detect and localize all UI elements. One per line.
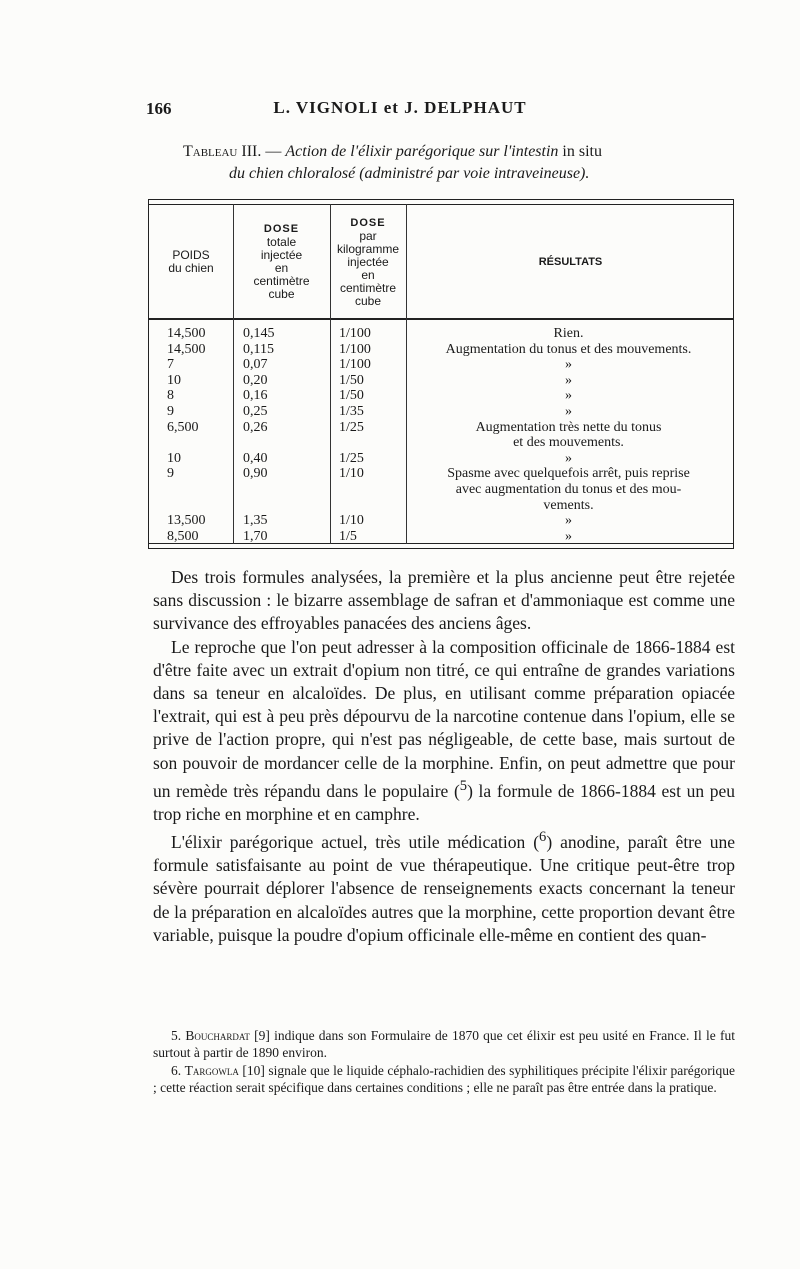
paragraph-1: Des trois formules analysées, la première et la plus ancienne peut être rejetée sans discussion : le bizarre assemblage de safran et d'ammoniaque est comme une survivance des effroyables panacées des anciens âges. bbox=[153, 567, 735, 634]
header-dose-totale bbox=[233, 210, 330, 314]
caption-italic-2: du chien chloralosé (administré par voie intraveineuse). bbox=[229, 165, 590, 182]
cell-resultat bbox=[406, 342, 733, 358]
cell-resultat bbox=[406, 388, 733, 404]
table-row bbox=[149, 466, 733, 513]
paragraph-3: L'élixir parégorique actuel, très utile médication ($^6$) anodine, paraît être une formule satisfaisante au point de vue thérapeutique. Une critique peut-être trop sévère pourrait déplorer l'absence de renseignements exacts concernant la teneur de la préparation en alcaloïdes autres que la morphine, cette proportion devant être variable, puisque la poudre d'opium officinale elle-même en contient des quan- bbox=[153, 829, 735, 945]
body-text bbox=[153, 566, 735, 947]
header-dose-kg bbox=[330, 210, 406, 314]
cell-dose-kg: 1/100 bbox=[339, 357, 371, 373]
cell-dose-kg: 1/100 bbox=[339, 341, 371, 357]
cell-resultat bbox=[406, 326, 733, 342]
table-row bbox=[149, 342, 733, 358]
table-row bbox=[149, 513, 733, 529]
header-line: en bbox=[361, 267, 375, 282]
table-body bbox=[149, 326, 733, 544]
cell-dose-kg: 1/10 bbox=[339, 466, 364, 482]
caption-italic-1: Action de l'élixir parégorique sur l'intestin bbox=[285, 143, 559, 160]
cell-dose-totale: 0,07 bbox=[243, 357, 268, 373]
cell-resultat-line: » bbox=[565, 513, 572, 529]
cell-dose-totale: 0,26 bbox=[243, 419, 268, 435]
cell-resultat-line: et des mouvements. bbox=[513, 435, 624, 451]
caption-dash: — bbox=[265, 143, 282, 160]
footnote-ref-6[interactable]: 6 bbox=[539, 829, 547, 846]
cell-resultat-line: Spasme avec quelquefois arrêt, puis reprise bbox=[447, 466, 690, 482]
cell-poids: 8 bbox=[167, 388, 174, 404]
header-resultats bbox=[406, 210, 735, 314]
header-line: POIDS bbox=[172, 248, 210, 262]
cell-resultat-line: » bbox=[565, 450, 572, 466]
table-row bbox=[149, 388, 733, 404]
table-row bbox=[149, 420, 733, 451]
caption-roman: in situ bbox=[562, 143, 602, 160]
paragraph-2: Le reproche que l'on peut adresser à la composition officinale de 1866-1884 est d'être faite avec un extrait d'opium non titré, ce qui entraîne de grandes variations dans sa teneur en alcaloïdes. De plus, en utilisant comme préparation opiacée l'extrait, qui est à peu près dépourvu de la narcotine contenue dans l'opium, elle se prive de l'action propre, qui n'est pas négligeable, de cette base, mais surtout de son pouvoir de mordancer celle de la morphine. Enfin, on peut admettre que pour un remède très répandu dans le populaire ($^5$) la formule de 1866-1884 est un peu trop riche en morphine et en camphre. bbox=[153, 636, 736, 824]
header-line: du chien bbox=[168, 261, 214, 275]
cell-dose-kg: 1/5 bbox=[339, 528, 357, 544]
footnote-ref-5[interactable]: 5 bbox=[459, 777, 468, 794]
header-line: injectée bbox=[260, 248, 303, 262]
cell-resultat-line: » bbox=[565, 357, 572, 373]
header-line: par bbox=[359, 228, 377, 243]
cell-dose-kg: 1/50 bbox=[339, 372, 364, 388]
cell-resultat-line: » bbox=[565, 372, 572, 388]
cell-resultat-line: » bbox=[565, 388, 572, 404]
footnote-6: 6. Targowla [10] signale que le liquide céphalo-rachidien des syphilitiques précipite l'élixir parégorique ; cette réaction serait spécifique dans certaines conditions ; elle ne paraît pas être entrée dans la pratique. bbox=[153, 1063, 736, 1095]
cell-resultat bbox=[406, 357, 733, 373]
cell-resultat-line: » bbox=[565, 528, 572, 544]
cell-poids: 14,500 bbox=[167, 341, 206, 357]
cell-resultat-line: avec augmentation du tonus et des mou- bbox=[455, 481, 682, 497]
cell-dose-totale: 0,20 bbox=[243, 372, 268, 388]
table-row bbox=[149, 357, 733, 373]
footnote-5: 5. Bouchardat [9] indique dans son Formulaire de 1870 que cet élixir est peu usité en France. Il le fut surtout à partir de 1890 environ. bbox=[153, 1028, 736, 1060]
cell-poids: 13,500 bbox=[167, 513, 206, 529]
header-line: totale bbox=[266, 235, 297, 249]
table-caption bbox=[183, 141, 743, 185]
cell-dose-kg: 1/25 bbox=[339, 419, 364, 435]
cell-resultat-line: Augmentation du tonus et des mouvements. bbox=[445, 341, 692, 357]
header-line: DOSE bbox=[263, 223, 300, 235]
cell-dose-kg: 1/100 bbox=[339, 326, 371, 341]
cell-resultat-line: Rien. bbox=[553, 326, 584, 341]
cell-poids: 9 bbox=[167, 403, 174, 419]
caption-label: Tableau III. bbox=[183, 143, 262, 160]
cell-dose-totale: 0,40 bbox=[243, 450, 268, 466]
running-head: L. VIGNOLI et J. DELPHAUT bbox=[273, 98, 527, 117]
cell-dose-totale: 0,25 bbox=[243, 403, 268, 419]
header-line: DOSE bbox=[350, 216, 386, 229]
page-number: 166 bbox=[146, 99, 172, 118]
table-row bbox=[149, 373, 733, 389]
cell-resultat bbox=[406, 420, 733, 451]
header-line: injectée bbox=[347, 254, 389, 269]
table-row bbox=[149, 404, 733, 420]
cell-resultat-line: vements. bbox=[543, 497, 594, 513]
cell-dose-totale: 0,90 bbox=[243, 466, 268, 482]
cell-dose-totale: 0,16 bbox=[243, 388, 268, 404]
header-line: centimètre bbox=[339, 280, 397, 295]
cell-resultat bbox=[406, 513, 733, 529]
table-row bbox=[149, 326, 733, 342]
header-resultats-label: RÉSULTATS bbox=[538, 255, 603, 268]
cell-poids: 7 bbox=[167, 357, 174, 373]
cell-dose-kg: 1/25 bbox=[339, 450, 364, 466]
table-row bbox=[149, 451, 733, 467]
cell-poids: 6,500 bbox=[167, 419, 199, 435]
cell-resultat-line: Augmentation très nette du tonus bbox=[475, 419, 662, 435]
cell-dose-totale: 1,70 bbox=[243, 528, 268, 544]
cell-resultat bbox=[406, 529, 733, 545]
cell-dose-totale: 0,145 bbox=[243, 326, 275, 341]
header-line: kilogramme bbox=[336, 241, 399, 256]
cell-resultat-line: » bbox=[565, 403, 572, 419]
cell-dose-totale: 0,115 bbox=[243, 341, 274, 357]
cell-resultat bbox=[406, 466, 733, 513]
cell-poids: 10 bbox=[167, 450, 181, 466]
footnotes bbox=[153, 1028, 735, 1098]
header-line: cube bbox=[268, 287, 295, 301]
table-row bbox=[149, 529, 733, 545]
cell-resultat bbox=[406, 404, 733, 420]
header-line: centimètre bbox=[253, 274, 310, 288]
cell-poids: 9 bbox=[167, 466, 174, 482]
cell-dose-totale: 1,35 bbox=[243, 513, 268, 529]
header-line: en bbox=[274, 261, 289, 275]
results-table bbox=[148, 199, 734, 549]
cell-poids: 14,500 bbox=[167, 326, 206, 341]
cell-dose-kg: 1/10 bbox=[339, 513, 364, 529]
header-poids bbox=[149, 210, 233, 314]
cell-poids: 8,500 bbox=[167, 528, 199, 544]
cell-dose-kg: 1/50 bbox=[339, 388, 364, 404]
cell-poids: 10 bbox=[167, 372, 181, 388]
cell-resultat bbox=[406, 451, 733, 467]
cell-dose-kg: 1/35 bbox=[339, 403, 364, 419]
header-line: cube bbox=[354, 293, 382, 308]
cell-resultat bbox=[406, 373, 733, 389]
